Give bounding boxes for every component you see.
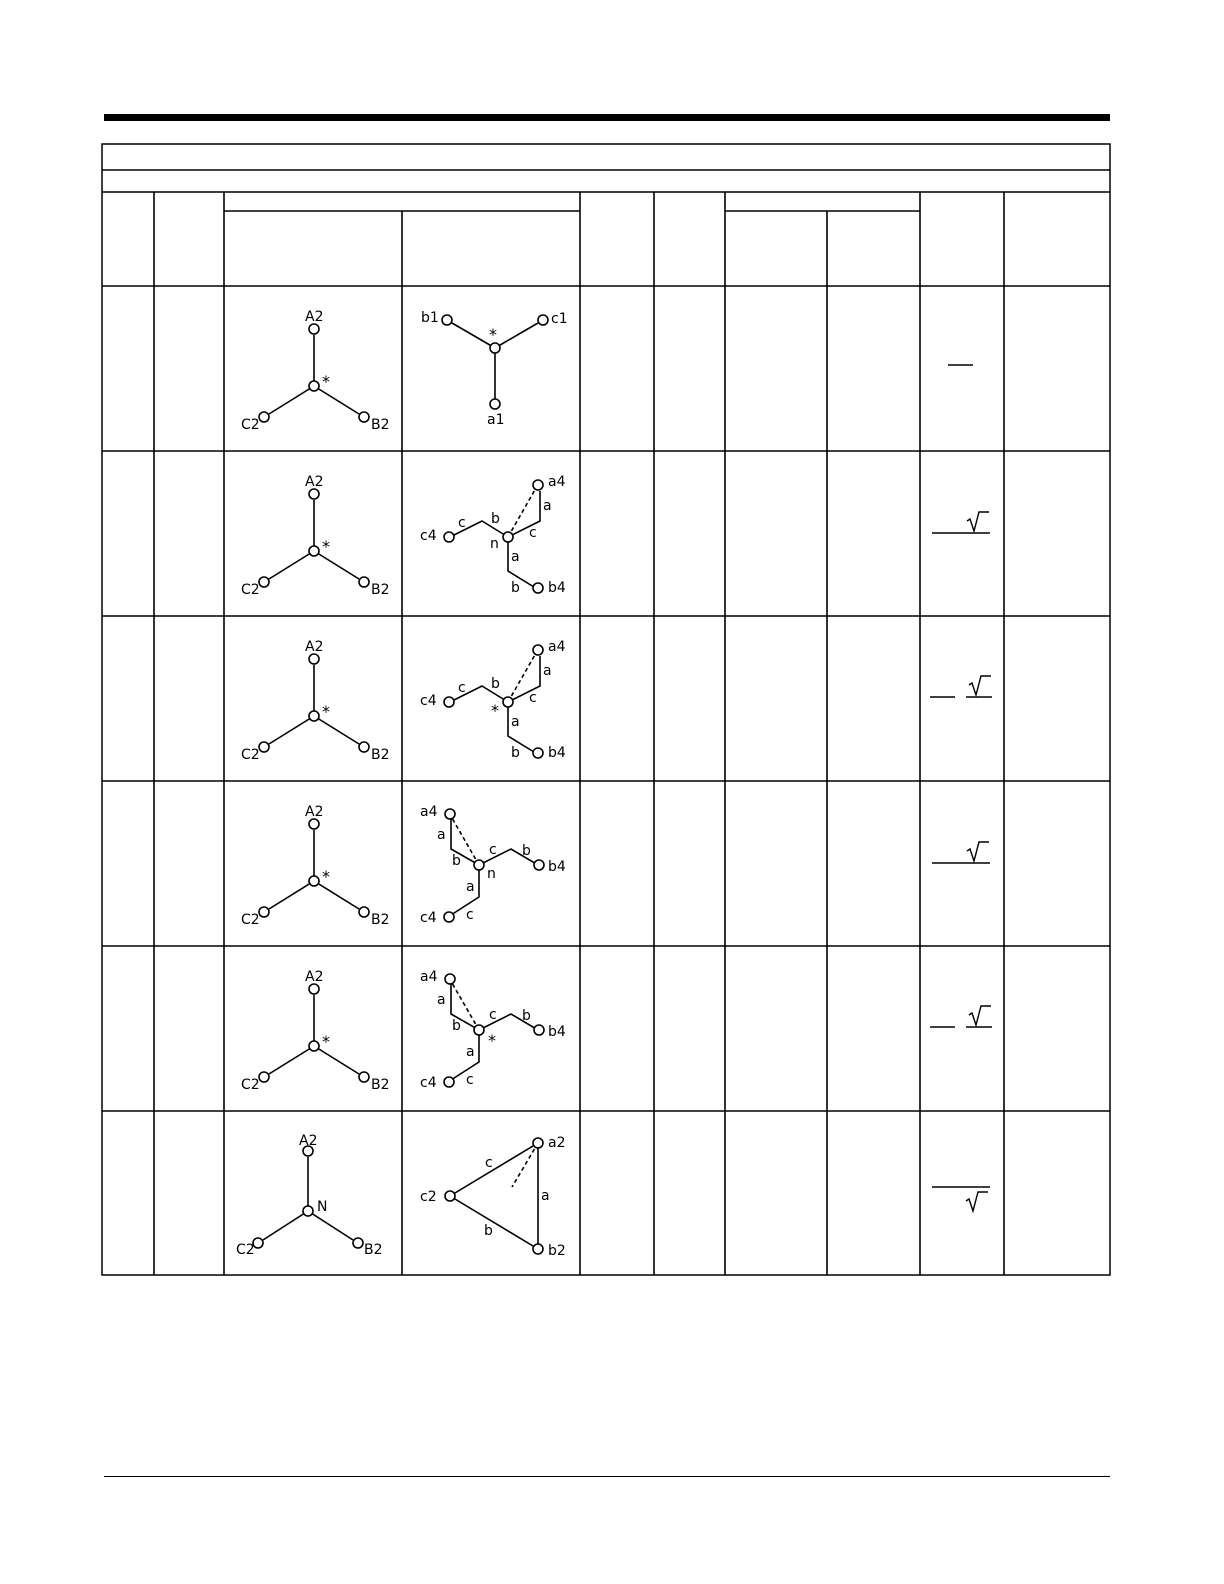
winding-c-zig [451, 1030, 479, 1080]
secondary-diagram [420, 969, 566, 1091]
neutral-label: n [487, 866, 496, 882]
ratio-formula [932, 842, 990, 863]
winding-label: b [484, 1223, 493, 1239]
table-row [102, 451, 1110, 598]
terminal-c4 [444, 1077, 454, 1087]
polarity-mark: * [322, 702, 330, 721]
winding-c [495, 323, 538, 348]
secondary-diagram [420, 639, 566, 761]
table-row [102, 781, 1110, 928]
terminal-b2 [359, 1072, 369, 1082]
neutral-label: n [490, 536, 499, 552]
terminal-b4 [534, 860, 544, 870]
ratio-formula [932, 512, 990, 533]
sqrt-sign [969, 676, 991, 695]
table-row [102, 1111, 1110, 1259]
table-row [102, 616, 1110, 763]
polarity-mark: * [491, 701, 499, 720]
terminal-label-b4: b4 [548, 1024, 566, 1040]
terminal-a2 [533, 1138, 543, 1148]
winding-label: a [511, 714, 520, 730]
phasor-reference [512, 1143, 538, 1187]
winding-label: c [458, 680, 466, 696]
neutral-node [490, 343, 500, 353]
footer-rule [104, 1476, 1110, 1477]
polarity-mark: * [322, 372, 330, 391]
terminal-a2 [309, 984, 319, 994]
terminal-label-c2: C2 [241, 1077, 260, 1093]
table-row [241, 309, 973, 433]
winding-label: a [437, 827, 446, 843]
winding-c-zig [451, 865, 479, 915]
terminal-label-c4: c4 [420, 1075, 437, 1091]
neutral-node [309, 1041, 319, 1051]
terminal-label-b2: B2 [371, 912, 390, 928]
terminal-label-a4: a4 [548, 639, 566, 655]
terminal-label-c2: C2 [241, 582, 260, 598]
terminal-label-c1: c1 [551, 311, 568, 327]
terminal-a2 [309, 819, 319, 829]
terminal-b4 [534, 1025, 544, 1035]
terminal-label-c4: c4 [420, 910, 437, 926]
winding-label: b [491, 511, 500, 527]
terminal-b2 [359, 907, 369, 917]
winding-label: c [466, 907, 474, 923]
neutral-label: N [317, 1199, 328, 1215]
sqrt-sign [969, 1006, 991, 1025]
terminal-a4 [533, 480, 543, 490]
sqrt-sign [967, 512, 989, 531]
neutral-node [303, 1206, 313, 1216]
terminal-label-a2: A2 [305, 969, 324, 985]
terminal-label-b2: B2 [371, 747, 390, 763]
terminal-label-a2: A2 [305, 309, 324, 325]
table-border [102, 144, 1110, 1275]
terminal-a4 [445, 974, 455, 984]
polarity-mark: * [322, 867, 330, 886]
winding-label: a [437, 992, 446, 1008]
winding-label: b [522, 843, 531, 859]
terminal-c1 [538, 315, 548, 325]
terminal-label-b4: b4 [548, 745, 566, 761]
terminal-b2 [359, 412, 369, 422]
neutral-node [474, 1025, 484, 1035]
terminal-c4 [444, 532, 454, 542]
polarity-mark: * [322, 1032, 330, 1051]
winding-c [450, 1143, 538, 1196]
primary-wye-diagram [241, 309, 390, 433]
phase-c-wire [269, 881, 314, 909]
primary-wye-diagram [241, 969, 390, 1093]
sqrt-sign [967, 842, 989, 861]
phase-b-wire [314, 551, 359, 579]
winding-label: b [511, 580, 520, 596]
primary-wye-diagram [241, 639, 390, 763]
terminal-label-c4: c4 [420, 528, 437, 544]
phase-c-wire [269, 386, 314, 414]
winding-label: a [466, 1044, 475, 1060]
terminal-label-c2: C2 [241, 747, 260, 763]
polarity-mark: * [322, 537, 330, 556]
neutral-node [309, 876, 319, 886]
winding-label: c [458, 515, 466, 531]
terminal-label-b2: B2 [364, 1242, 383, 1258]
neutral-node [474, 860, 484, 870]
terminal-c2 [445, 1191, 455, 1201]
terminal-c4 [444, 912, 454, 922]
phase-b-wire [314, 386, 359, 414]
secondary-diagram [420, 804, 566, 926]
terminal-c2 [259, 412, 269, 422]
terminal-label-c2: c2 [420, 1189, 437, 1205]
terminal-b2 [359, 577, 369, 587]
winding-label: b [522, 1008, 531, 1024]
secondary-diagram [421, 310, 568, 428]
terminal-label-c2: C2 [241, 417, 260, 433]
terminal-b4 [533, 748, 543, 758]
terminal-b2 [353, 1238, 363, 1248]
secondary-diagram [420, 1135, 566, 1259]
table-row [102, 946, 1110, 1093]
terminal-c2 [259, 907, 269, 917]
neutral-node [309, 711, 319, 721]
winding-label: c [489, 842, 497, 858]
winding-b [450, 1196, 538, 1249]
terminal-a1 [490, 399, 500, 409]
terminal-a4 [533, 645, 543, 655]
winding-label: a [466, 879, 475, 895]
table-grid [102, 144, 1110, 1275]
winding-label: c [529, 690, 537, 706]
secondary-diagram [420, 474, 566, 596]
terminal-label-a4: a4 [420, 969, 438, 985]
ratio-formula [930, 676, 992, 697]
terminal-label-c2: C2 [236, 1242, 255, 1258]
terminal-label-b4: b4 [548, 859, 566, 875]
terminal-label-a1: a1 [487, 412, 505, 428]
polarity-mark: * [488, 1031, 496, 1050]
phase-b-wire [314, 881, 359, 909]
neutral-node [309, 381, 319, 391]
terminal-a2 [309, 489, 319, 499]
terminal-b1 [442, 315, 452, 325]
terminal-b2 [533, 1244, 543, 1254]
neutral-node [503, 697, 513, 707]
winding-label: b [452, 853, 461, 869]
winding-label: b [452, 1018, 461, 1034]
terminal-label-c4: c4 [420, 693, 437, 709]
winding-label: b [491, 676, 500, 692]
terminal-c2 [259, 742, 269, 752]
primary-wye-diagram [241, 474, 390, 598]
ratio-formula [932, 1187, 990, 1211]
terminal-b4 [533, 583, 543, 593]
terminal-c2 [259, 577, 269, 587]
primary-wye-diagram [236, 1133, 383, 1258]
neutral-node [503, 532, 513, 542]
phase-c-wire [269, 716, 314, 744]
terminal-a2 [309, 324, 319, 334]
terminal-label-a4: a4 [420, 804, 438, 820]
terminal-label-b2: b2 [548, 1243, 566, 1259]
terminal-label-b2: B2 [371, 417, 390, 433]
terminal-label-c2: C2 [241, 912, 260, 928]
winding-label: c [489, 1007, 497, 1023]
polarity-mark: * [489, 325, 497, 344]
terminal-a4 [445, 809, 455, 819]
terminal-label-a2: A2 [305, 639, 324, 655]
terminal-label-a2: a2 [548, 1135, 566, 1151]
winding-label: c [529, 525, 537, 541]
winding-label: a [543, 498, 552, 514]
winding-label: a [541, 1188, 550, 1204]
terminal-c2 [259, 1072, 269, 1082]
terminal-label-a2: A2 [305, 474, 324, 490]
phase-c-wire [263, 1211, 308, 1240]
phase-b-wire [308, 1211, 353, 1240]
table-rows [102, 309, 1110, 1259]
sqrt-sign [966, 1192, 988, 1211]
ratio-formula [930, 1006, 992, 1027]
winding-label: a [511, 549, 520, 565]
phase-b-wire [314, 716, 359, 744]
neutral-node [309, 546, 319, 556]
winding-label: c [485, 1155, 493, 1171]
terminal-a2 [309, 654, 319, 664]
terminal-label-a2: A2 [305, 804, 324, 820]
terminal-label-b2: B2 [371, 582, 390, 598]
primary-wye-diagram [241, 804, 390, 928]
winding-label: c [466, 1072, 474, 1088]
terminal-label-b1: b1 [421, 310, 439, 326]
phase-c-wire [269, 551, 314, 579]
terminal-b2 [359, 742, 369, 752]
terminal-label-a2: A2 [299, 1133, 318, 1149]
phase-c-wire [269, 1046, 314, 1074]
terminal-label-b2: B2 [371, 1077, 390, 1093]
winding-label: a [543, 663, 552, 679]
terminal-label-b4: b4 [548, 580, 566, 596]
terminal-c4 [444, 697, 454, 707]
winding-label: b [511, 745, 520, 761]
phase-b-wire [314, 1046, 359, 1074]
terminal-label-a4: a4 [548, 474, 566, 490]
